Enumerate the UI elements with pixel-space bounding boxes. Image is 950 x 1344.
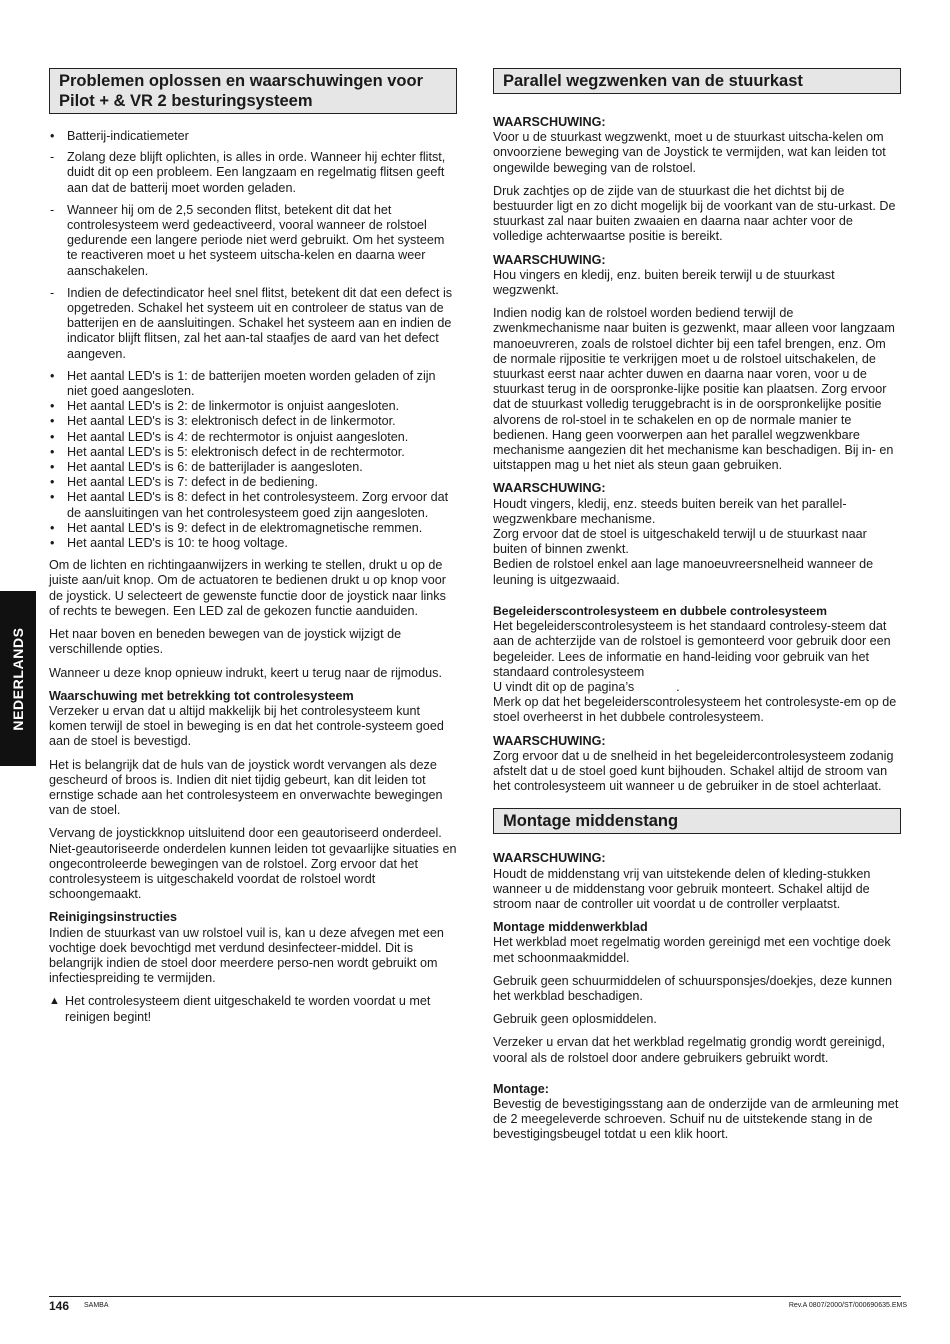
dash-item: - Zolang deze blijft oplichten, is alles in orde. Wanneer hij echter flitst, duidt dit op een probleem. Een langzaam en regelmatig flitsen geeft aan dat de batterij moet worden geladen. xyxy=(50,150,446,195)
subheading-mounting: Montage: xyxy=(493,1081,549,1096)
page-number: 146 xyxy=(49,1299,70,1313)
left-column xyxy=(49,68,457,1025)
warning-text: Zorg ervoor dat u de snelheid in het begeleidercontrolesysteem zodanig afstelt dat u de stoel goed kunt bijhouden. Schakel altijd de stroom van het controlesysteem uit wanneer u de gebruiker in de stoel achterlaat. xyxy=(493,748,894,794)
paragraph-attendant-note: Merk op dat het begeleiderscontrolesysteem het controlesyste-em op de stoel overheerst in het dubbele controlesysteem. xyxy=(493,695,897,725)
list-item: • Het aantal LED's is 10: te hoog voltage. xyxy=(50,536,288,551)
final-warning-text: Het controlesysteem dient uitgeschakeld te worden voordat u met reinigen begint! xyxy=(65,994,431,1024)
paragraph-joystick-updown: Het naar boven en beneden bewegen van de joystick wijzigt de verschillende opties. xyxy=(49,627,402,657)
bullet-battery-label: Batterij-indicatiemeter xyxy=(67,129,189,143)
warning-line: Houdt vingers, kledij, enz. steeds buiten bereik van het parallel-wegzwenkbare mechanisme. xyxy=(493,496,847,526)
paragraph-control-warning: Verzeker u ervan dat u altijd makkelijk bij het controlesysteem kunt komen terwijl de stoel in beweging is en dat het controle-systeem goed aan de stoel is bevestigd. xyxy=(49,703,444,749)
led-item-text: Het aantal LED's is 1: de batterijen moeten worden geladen of zijn niet goed aangesloten. xyxy=(67,368,436,399)
subheading-attendant-control: Begeleiderscontrolesysteem en dubbele controlesysteem xyxy=(493,603,827,618)
warning-label: WAARSCHUWING: xyxy=(493,481,606,496)
paragraph-replace-knob: Vervang de joystickknop uitsluitend door een geautoriseerd onderdeel. Niet-geautoriseerde onderdelen kunnen leiden tot gevaarlijke situaties en ongecontroleerde bewegingen van de rolstoel. Zorg ervoor dat het controlesysteem is uitgeschakeld voordat de rolstoel wordt schoongemaakt. xyxy=(49,826,457,902)
led-item-text: Het aantal LED's is 3: elektronisch defect in de linkermotor. xyxy=(67,414,396,429)
list-item: • Het aantal LED's is 2: de linkermotor is onjuist aangesloten. xyxy=(50,399,400,414)
list-item: • Het aantal LED's is 3: elektronisch defect in de linkermotor. xyxy=(50,414,396,429)
warning-label: WAARSCHUWING: xyxy=(493,252,606,267)
paragraph-no-solvents: Gebruik geen oplosmiddelen. xyxy=(493,1012,657,1027)
list-item: • Het aantal LED's is 6: de batterijlader is aangesloten. xyxy=(50,460,363,475)
list-item: • Het aantal LED's is 7: defect in de bediening. xyxy=(50,475,318,490)
led-item-text: Het aantal LED's is 10: te hoog voltage. xyxy=(67,536,288,551)
footer-brand: SAMBA xyxy=(84,1302,109,1309)
dash-text: Wanneer hij om de 2,5 seconden flitst, betekent dit dat het controlesysteem werd gedeactiveerd, vooral wanneer de rolstoel gedurende een langere periode niet werd gebruikt. Om het systeem te reactiveren moet u het systeem uitscha-kelen en daarna weer aanschakelen. xyxy=(67,202,445,278)
paragraph-worktop: Het werkblad moet regelmatig worden gereinigd met een vochtige doek met schoonmaakmiddel. xyxy=(493,935,891,965)
warning-text: Hou vingers en kledij, enz. buiten bereik terwijl u de stuurkast wegzwenkt. xyxy=(493,267,835,298)
warning-text: Houdt de middenstang vrij van uitstekende delen of kleding-stukken wanneer u de middenstang voor gebruik monteert. Schakel altijd de stroom naar de controller uit voordat u de controller verplaatst. xyxy=(493,866,871,911)
side-tab-label: NEDERLANDS xyxy=(10,627,26,731)
bullet-battery-indicator: • Batterij-indicatiemeter xyxy=(50,129,189,143)
section-heading-troubleshooting: Problemen oplossen en waarschuwingen voor Pilot + & VR 2 besturingsysteem xyxy=(49,68,457,114)
led-item-text: Het aantal LED's is 8: defect in het controlesysteem. Zorg ervoor dat de aansluitingen van het controlesysteem goed zijn aangesloten. xyxy=(67,490,449,520)
paragraph-lights: Om de lichten en richtingaanwijzers in werking te stellen, drukt u op de juiste aan/uit knop. Om de actuatoren te bedienen drukt u op knop voor de joystick. U selecteert de gewenste functie door de joystick naar links of rechts te bewegen. Een LED zal de gekozen functie aanduiden. xyxy=(49,558,446,618)
led-item-text: Het aantal LED's is 4: de rechtermotor is onjuist aangesloten. xyxy=(67,429,409,444)
warning-text: Voor u de stuurkast wegzwenkt, moet u de stuurkast uitscha-kelen om onvoorziene beweging van de Joystick te vermijden, wat kan leiden tot ongewilde beweging van de rolstoel. xyxy=(493,130,886,175)
paragraph-drive-mode: Wanneer u deze knop opnieuw indrukt, keert u terug naar de rijmodus. xyxy=(49,665,442,680)
led-item-text: Het aantal LED's is 6: de batterijlader is aangesloten. xyxy=(67,460,363,475)
right-column xyxy=(493,68,901,1151)
dash-text: Zolang deze blijft oplichten, is alles in orde. Wanneer hij echter flitst, duidt dit op een probleem. Een langzaam en regelmatig flitsen geeft aan dat de batterij moet worden geladen. xyxy=(67,150,446,195)
section-heading-parallel-swing: Parallel wegzwenken van de stuurkast xyxy=(493,68,901,94)
paragraph-regular-cleaning: Verzeker u ervan dat het werkblad regelmatig grondig wordt gereinigd, vooral als de rolstoel door andere gebruikers gebruikt wordt. xyxy=(493,1035,886,1065)
paragraph-press-side: Druk zachtjes op de zijde van de stuurkast die het dichtst bij de bestuurder ligt en zo dicht mogelijk bij de voorkant van de stu-urkast. De stuurkast zal naar buiten zwaaien en daarna naar achter voor de volledige achterwaartse positie is bereikt. xyxy=(493,183,896,244)
list-item: • Het aantal LED's is 1: de batterijen moeten worden geladen of zijn niet goed aangesloten. xyxy=(50,368,436,399)
list-item: • Het aantal LED's is 9: defect in de elektromagnetische remmen. xyxy=(50,520,423,535)
warning-label: WAARSCHUWING: xyxy=(493,733,606,748)
warning-triangle-icon: ▲ xyxy=(49,995,60,1008)
list-item: • Het aantal LED's is 4: de rechtermotor is onjuist aangesloten. xyxy=(50,429,409,444)
dash-text: Indien de defectindicator heel snel flitst, betekent dit dat een defect is opgetreden. Schakel het systeem uit en controleer de status van de batterijen en de aansluitingen. Schakel het systeem aan en indien de indicator blijft flitsen, zal het aan-tal staafjes de aard van het defect aangeven. xyxy=(67,285,453,361)
subheading-cleaning: Reinigingsinstructies xyxy=(49,910,178,925)
list-item: • Het aantal LED's is 8: defect in het controlesysteem. Zorg ervoor dat de aansluitingen van het controlesysteem goed zijn aangesloten. xyxy=(50,490,449,520)
warning-line: Zorg ervoor dat de stoel is uitgeschakeld terwijl u de stuurkast naar buiten of binnen zwenkt. xyxy=(493,527,867,557)
led-list xyxy=(49,369,457,551)
language-side-tab xyxy=(0,591,36,766)
led-item-text: Het aantal LED's is 5: elektronisch defect in de rechtermotor. xyxy=(67,444,405,459)
list-item: • Het aantal LED's is 5: elektronisch defect in de rechtermotor. xyxy=(50,444,405,459)
warning-label: WAARSCHUWING: xyxy=(493,851,606,866)
footer-divider xyxy=(49,1296,901,1297)
footer-revision: Rev.A 0807/2000/ST/000690635.EMS xyxy=(788,1302,907,1309)
paragraph-no-scouring: Gebruik geen schuurmiddelen of schuursponsjes/doekjes, deze kunnen het werkblad beschadigen. xyxy=(493,973,893,1003)
led-item-text: Het aantal LED's is 7: defect in de bediening. xyxy=(67,475,318,490)
final-warning xyxy=(49,994,457,1024)
dash-item: - Indien de defectindicator heel snel flitst, betekent dit dat een defect is opgetreden. Schakel het systeem uit en controleer de status van de batterijen en de aansluitingen. Schakel het systeem aan en indien de indicator blijft flitsen, zal het aan-tal staafjes de aard van het defect aangeven. xyxy=(50,285,453,361)
paragraph-mounting: Bevestig de bevestigingsstang aan de onderzijde van de armleuning met de 2 meegeleverde schroeven. Schuif nu de uitstekende stang in de bevestigingsbeugel totdat u een klik hoort. xyxy=(493,1096,899,1142)
paragraph-cleaning: Indien de stuurkast van uw rolstoel vuil is, kan u deze afvegen met een vochtige doek bevochtigd met verdund desinfecteer-middel. Dit is belangrijk indien de stoel door meerdere perso-nen wordt gebruikt om infectiespreiding te vermijden. xyxy=(49,925,444,986)
warning-label: WAARSCHUWING: xyxy=(493,115,606,129)
warning-line: Bedien de rolstoel enkel aan lage manoeuvreersnelheid wanneer de leuning is uitgezwaaid. xyxy=(493,557,874,587)
paragraph-joystick-housing: Het is belangrijk dat de huls van de joystick wordt vervangen als deze gescheurd of broos is. Indien dit niet tijdig gebeurt, kan dit leiden tot ernstige schade aan het controlesysteem en onverwachte bewegingen van de stoel. xyxy=(49,757,443,818)
led-item-text: Het aantal LED's is 9: defect in de elektromagnetische remmen. xyxy=(67,520,423,535)
led-item-text: Het aantal LED's is 2: de linkermotor is onjuist aangesloten. xyxy=(67,399,400,414)
paragraph-attendant: Het begeleiderscontrolesysteem is het standaard controlesy-steem dat aan de achterzijde van de rolstoel is gemonteerd voor gebruik door een begeleider. Lees de informatie en hand-leiding voor gebruik van het standaard controlesysteem xyxy=(493,619,891,679)
paragraph-attendant-pages: U vindt dit op de pagina’s . xyxy=(493,679,680,694)
subheading-control-warning: Waarschuwing met betrekking tot controlesysteem xyxy=(49,688,354,703)
paragraph-swing-operation: Indien nodig kan de rolstoel worden bediend terwijl de zwenkmechanisme naar buiten is gezwenkt, maar alleen voor langzaam manoeuvreren, zoals de rolstoel dichter bij een tafel brengen, enz. Om de normale rijpositie te verkrijgen moet u de rolstoel uitschakelen, de stuurkast eerst naar achter duwen en daarna naar voren, voor u de stuurkast terug in de oorspronke-lijke positie kan plaatsen. Zorg ervoor dat de stuurkast volledig teruggebracht is in de oorspronkelijke positie alvorens de rol-stoel in te schakelen en op de normale manier te bedienen. Hang geen voorwerpen aan het parallel wegzwenkbare mechanisme aangezien dit het mechanisme kan beschadigen. Bij in- en uitstappen mag u het niet als steun gaan gebruiken. xyxy=(493,306,895,473)
subheading-worktop: Montage middenwerkblad xyxy=(493,920,648,935)
section-heading-center-bar: Montage middenstang xyxy=(493,808,901,834)
dash-item: - Wanneer hij om de 2,5 seconden flitst, betekent dit dat het controlesysteem werd gedeactiveerd, vooral wanneer de rolstoel gedurende een langere periode niet werd gebruikt. Om het systeem te reactiveren moet u het systeem uitscha-kelen en daarna weer aanschakelen. xyxy=(50,202,445,278)
